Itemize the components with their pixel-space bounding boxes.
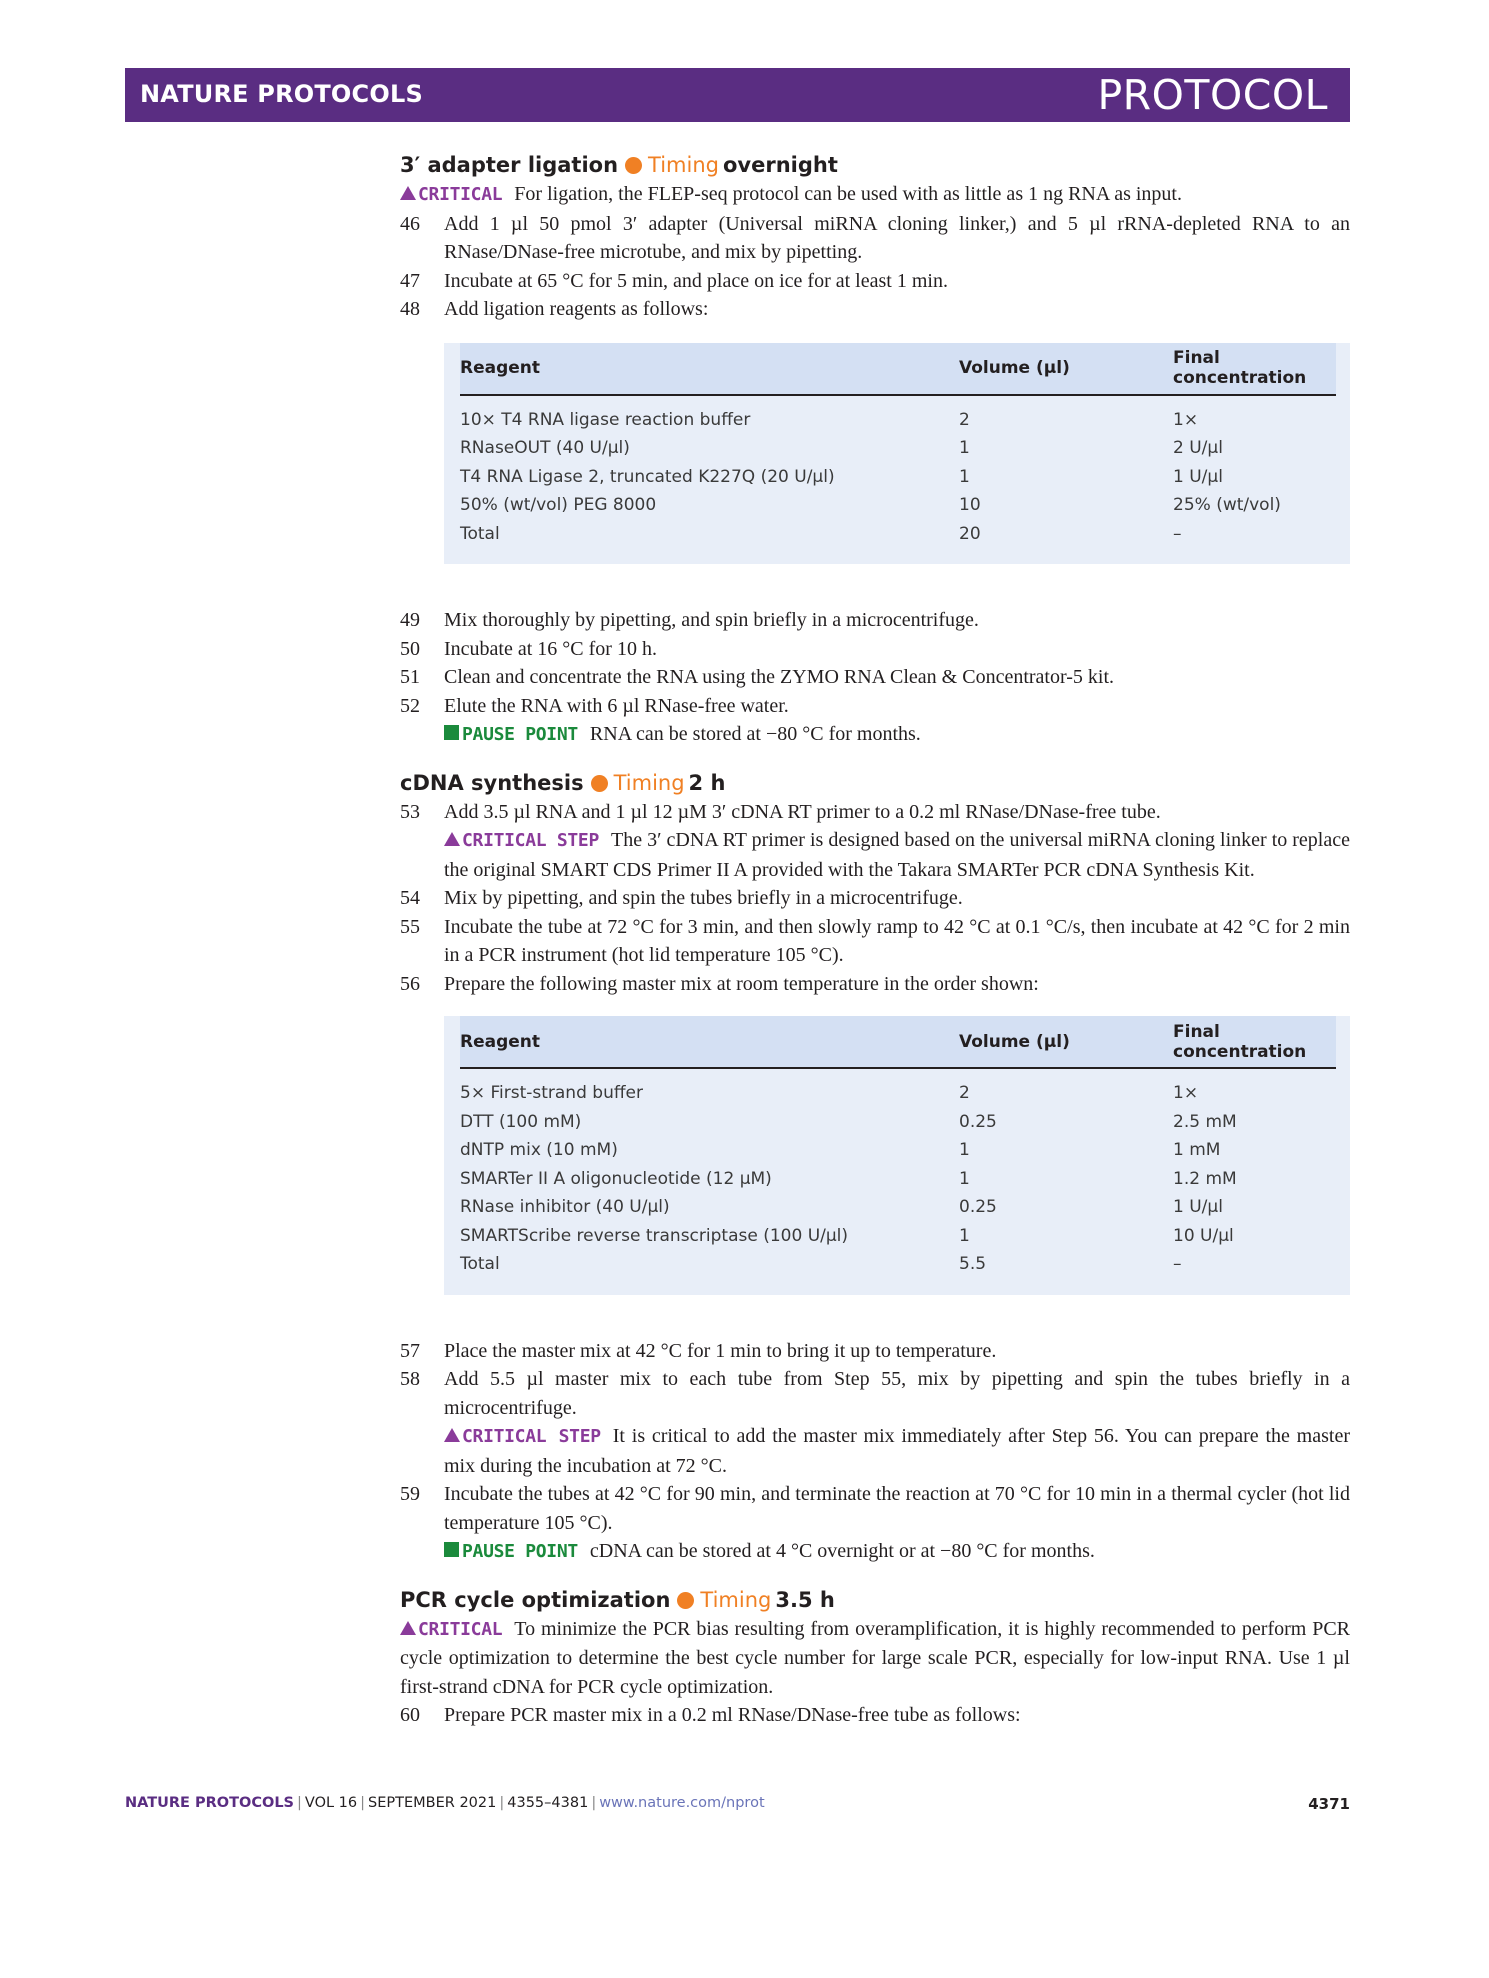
step-text: Add 3.5 µl RNA and 1 µl 12 µM 3′ cDNA RT primer to a 0.2 ml RNase/DNase-free tube. [444, 800, 1161, 823]
footer-url-link[interactable]: www.nature.com/nprot [599, 1795, 765, 1811]
pause-point-label: PAUSE POINT [462, 1541, 578, 1562]
table-cell: 1 [959, 1168, 970, 1189]
footer-date: SEPTEMBER 2021 [368, 1795, 497, 1811]
step-60 [400, 1701, 1350, 1730]
step-number: 55 [400, 915, 420, 938]
table-cell: 50% (wt/vol) PEG 8000 [460, 495, 657, 516]
timing-dot-icon [625, 157, 642, 174]
step-58 [400, 1365, 1350, 1422]
table-cell: 5× First-strand buffer [460, 1083, 643, 1104]
section-heading-pcr-cycle-optimization [400, 1585, 1350, 1615]
step-number: 51 [400, 666, 420, 688]
step-49 [400, 606, 1350, 635]
step-number: 58 [400, 1368, 420, 1390]
critical-note [400, 180, 1350, 210]
journal-header-bar [125, 68, 1350, 122]
table-cell: RNaseOUT (40 U/µl) [460, 438, 630, 459]
critical-step-note [400, 826, 1350, 884]
table-cell: – [1173, 523, 1182, 544]
separator: | [591, 1795, 597, 1811]
critical-step-label: CRITICAL STEP [462, 1426, 601, 1447]
column-header-volume: Volume (µl) [959, 343, 1173, 395]
table-row [460, 1108, 1336, 1137]
table-header-row [460, 1016, 1336, 1068]
timing-dot-icon [591, 775, 608, 792]
table-cell: 0.25 [959, 1197, 997, 1218]
step-text: Prepare PCR master mix in a 0.2 ml RNase/DNase-free tube as follows: [444, 1704, 1021, 1726]
step-text: Mix by pipetting, and spin the tubes briefly in a microcentrifuge. [444, 887, 963, 909]
step-55 [400, 913, 1350, 970]
step-number: 50 [400, 637, 420, 660]
section-title: cDNA synthesis [400, 770, 584, 795]
table-cell: DTT (100 mM) [460, 1111, 582, 1132]
table-cell: 10 [959, 495, 981, 516]
pause-point-note [400, 720, 1350, 750]
table-cell: dNTP mix (10 mM) [460, 1140, 618, 1161]
table-header-row [460, 343, 1336, 395]
critical-triangle-icon [444, 832, 460, 846]
critical-step-text: The 3′ cDNA RT primer is designed based on the universal miRNA cloning linker to replace the original SMART CDS Primer II A provided with the Takara SMARTer PCR cDNA Synthesis Kit. [444, 829, 1350, 881]
critical-step-text: It is critical to add the master mix immediately after Step 56. You can prepare the master mix during the incubation at 72 °C. [444, 1425, 1350, 1477]
step-text: Incubate the tubes at 42 °C for 90 min, and terminate the reaction at 70 °C for 10 min in a thermal cycler (hot lid temperature 105 °C). [444, 1483, 1350, 1534]
footer-journal: NATURE PROTOCOLS [125, 1795, 295, 1811]
footer-pages: 4355–4381 [507, 1795, 589, 1811]
step-50 [400, 635, 1350, 664]
table-row [460, 434, 1336, 463]
column-header-reagent: Reagent [460, 1016, 959, 1068]
step-text: Add 5.5 µl master mix to each tube from Step 55, mix by pipetting and spin the tubes briefly in a microcentrifuge. [444, 1368, 1350, 1419]
step-46 [400, 210, 1350, 267]
table-row [460, 491, 1336, 520]
section-title: 3′ adapter ligation [400, 153, 619, 177]
table-cell: 0.25 [959, 1111, 997, 1132]
step-51 [400, 663, 1350, 692]
critical-label: CRITICAL [418, 1618, 503, 1640]
separator: | [297, 1795, 302, 1811]
step-number: 56 [400, 972, 420, 995]
table-row [460, 1193, 1336, 1222]
column-header-final-concentration: Final concentration [1173, 1016, 1336, 1068]
table-cell: 1 [959, 438, 970, 459]
critical-text: To minimize the PCR bias resulting from overamplification, it is highly recommended to perform PCR cycle optimization to determine the best cycle number for large scale PCR, especially for low-input RNA. Use 1 µl first-strand cDNA for PCR cycle optimization. [400, 1617, 1350, 1698]
step-number: 48 [400, 298, 420, 320]
critical-triangle-icon [444, 1428, 460, 1442]
timing-value: 2 h [688, 770, 726, 795]
section-heading-cdna-synthesis [400, 768, 1350, 798]
table-cell: 1 [959, 466, 970, 487]
table-cell: 1.2 mM [1173, 1168, 1237, 1189]
table-row [460, 1250, 1336, 1279]
table-cell: 1× [1173, 409, 1199, 430]
timing-dot-icon [677, 1592, 694, 1609]
table-row [460, 1222, 1336, 1251]
table-cell: 2 [959, 409, 970, 430]
step-text: Incubate at 16 °C for 10 h. [444, 637, 657, 660]
table-row [460, 395, 1336, 435]
timing-label: Timing [613, 770, 685, 795]
article-type: PROTOCOL [1097, 71, 1328, 119]
pause-square-icon [444, 725, 459, 740]
table-cell: 1 [959, 1140, 970, 1161]
step-59 [400, 1480, 1350, 1537]
footer-volume: VOL 16 [304, 1795, 358, 1811]
step-text: Add ligation reagents as follows: [444, 298, 709, 320]
column-header-volume: Volume (µl) [959, 1016, 1173, 1068]
critical-triangle-icon [400, 186, 416, 200]
step-47 [400, 267, 1350, 296]
separator: | [499, 1795, 505, 1811]
pause-point-label: PAUSE POINT [462, 724, 578, 745]
table-cell: SMARTer II A oligonucleotide (12 µM) [460, 1168, 772, 1189]
column-header-reagent: Reagent [460, 343, 959, 395]
table-cell: 20 [959, 523, 981, 544]
critical-text: For ligation, the FLEP-seq protocol can be used with as little as 1 ng RNA as input. [514, 183, 1182, 205]
table-cell: 10 U/µl [1173, 1225, 1234, 1246]
step-number: 46 [400, 212, 420, 235]
journal-name: NATURE PROTOCOLS [140, 80, 423, 108]
timing-value: 3.5 h [775, 1587, 835, 1612]
master-mix-table [444, 1016, 1350, 1295]
separator: | [360, 1795, 366, 1811]
table-row [460, 520, 1336, 549]
table-cell: Total [460, 523, 500, 544]
pause-point-note [400, 1537, 1350, 1567]
table-cell: RNase inhibitor (40 U/µl) [460, 1197, 670, 1218]
step-number: 49 [400, 609, 420, 631]
critical-triangle-icon [400, 1621, 416, 1635]
step-48 [400, 295, 1350, 324]
step-53 [400, 798, 1350, 827]
step-text: Incubate at 65 °C for 5 min, and place on ice for at least 1 min. [444, 269, 948, 292]
step-number: 57 [400, 1339, 420, 1362]
step-56 [400, 970, 1350, 999]
pause-point-text: RNA can be stored at −80 °C for months. [589, 723, 921, 745]
step-text: Clean and concentrate the RNA using the ZYMO RNA Clean & Concentrator-5 kit. [444, 666, 1115, 688]
table-cell: Total [460, 1254, 500, 1275]
column-header-final-concentration: Final concentration [1173, 343, 1336, 395]
step-text: Place the master mix at 42 °C for 1 min to bring it up to temperature. [444, 1339, 997, 1362]
table-row [460, 1068, 1336, 1108]
critical-step-label: CRITICAL STEP [462, 830, 599, 851]
table-cell: 2 [959, 1083, 970, 1104]
step-number: 52 [400, 694, 420, 717]
step-number: 53 [400, 800, 420, 823]
step-number: 60 [400, 1704, 420, 1726]
critical-step-note [400, 1422, 1350, 1480]
page-footer [125, 1795, 1350, 1811]
timing-value: overnight [722, 153, 838, 177]
table-cell: 5.5 [959, 1254, 987, 1275]
table-cell: 1 U/µl [1173, 466, 1223, 487]
critical-label: CRITICAL [418, 184, 503, 205]
section-title: PCR cycle optimization [400, 1587, 671, 1612]
table-row [460, 1165, 1336, 1194]
critical-note [400, 1615, 1350, 1702]
table-row [460, 1136, 1336, 1165]
table-row [460, 463, 1336, 492]
section-heading-3-adapter-ligation [400, 150, 1350, 180]
step-57 [400, 1337, 1350, 1366]
step-52 [400, 692, 1350, 721]
step-number: 59 [400, 1483, 420, 1505]
step-text: Add 1 µl 50 pmol 3′ adapter (Universal miRNA cloning linker,) and 5 µl rRNA-depleted RNA to an RNase/DNase-free microtube, and mix by pipetting. [444, 212, 1350, 263]
step-text: Mix thoroughly by pipetting, and spin briefly in a microcentrifuge. [444, 609, 979, 631]
step-text: Incubate the tube at 72 °C for 3 min, and then slowly ramp to 42 °C at 0.1 °C/s, then incubate at 42 °C for 2 min in a PCR instrument (hot lid temperature 105 °C). [444, 915, 1350, 966]
step-text: Elute the RNA with 6 µl RNase-free water. [444, 694, 789, 717]
table-cell: 25% (wt/vol) [1173, 495, 1281, 516]
step-text: Prepare the following master mix at room temperature in the order shown: [444, 972, 1039, 995]
table-cell: T4 RNA Ligase 2, truncated K227Q (20 U/µl) [460, 466, 835, 487]
step-number: 54 [400, 887, 420, 909]
table-cell: SMARTScribe reverse transcriptase (100 U/µl) [460, 1225, 849, 1246]
table-cell: 1× [1173, 1083, 1199, 1104]
table-cell: 1 [959, 1225, 970, 1246]
table-cell: 2 U/µl [1173, 438, 1223, 459]
step-54 [400, 884, 1350, 913]
step-number: 47 [400, 269, 420, 292]
pause-point-text: cDNA can be stored at 4 °C overnight or at −80 °C for months. [589, 1540, 1095, 1562]
timing-label: Timing [648, 153, 719, 177]
table-cell: 2.5 mM [1173, 1111, 1237, 1132]
page-number: 4371 [1308, 1795, 1350, 1813]
table-cell: 1 mM [1173, 1140, 1221, 1161]
ligation-reagents-table [444, 343, 1350, 565]
table-cell: 10× T4 RNA ligase reaction buffer [460, 409, 751, 430]
protocol-content [400, 150, 1350, 1730]
table-cell: – [1173, 1254, 1182, 1275]
table-cell: 1 U/µl [1173, 1197, 1223, 1218]
pause-square-icon [444, 1542, 459, 1557]
timing-label: Timing [700, 1587, 772, 1612]
